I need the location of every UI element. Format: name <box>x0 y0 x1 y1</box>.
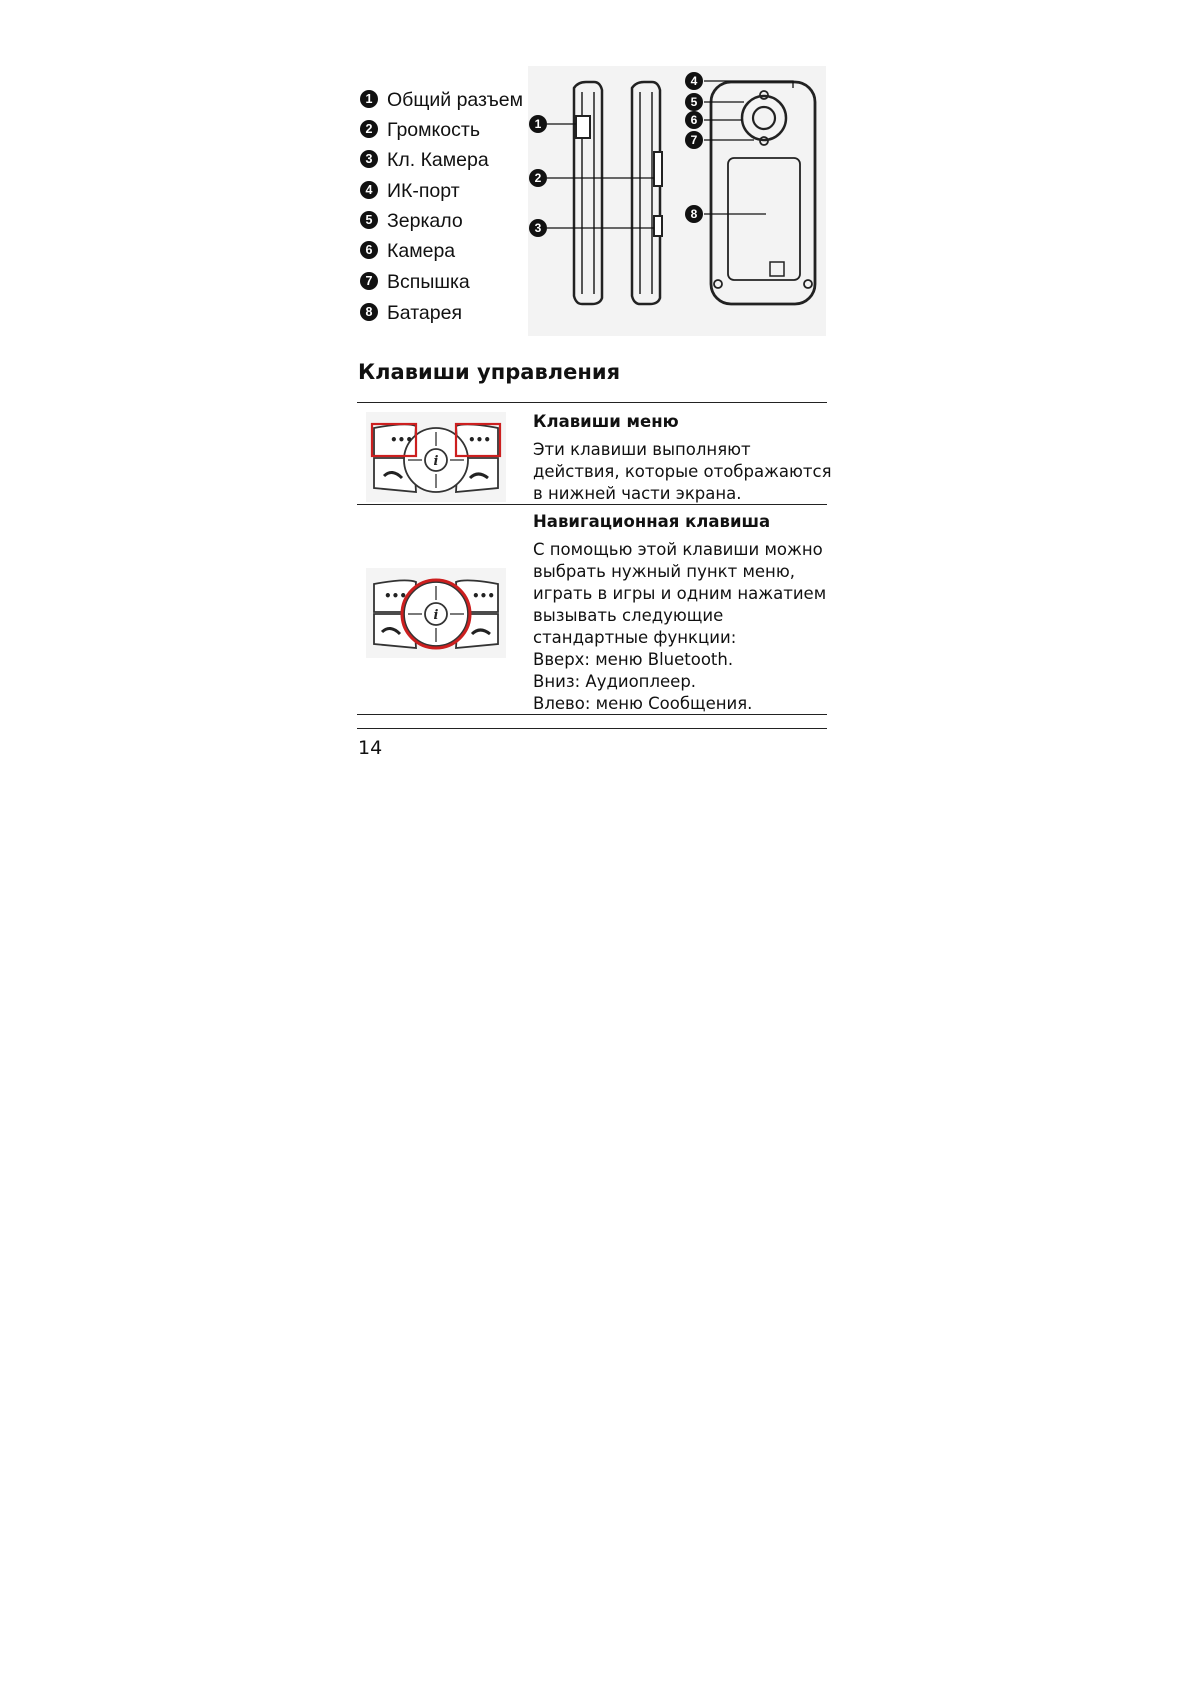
legend-item-flash <box>360 270 470 294</box>
menu-keys-illustration <box>366 412 506 502</box>
description-line: Влево: меню Сообщения. <box>533 694 753 713</box>
svg-text:5: 5 <box>690 95 698 109</box>
navigation-key-description <box>533 539 826 715</box>
description-line: Вниз: Аудиоплеер. <box>533 672 697 691</box>
page-number: 14 <box>358 737 383 759</box>
menu-keys-title: Клавиши меню <box>533 412 679 431</box>
number-badge: 4 <box>360 181 378 199</box>
table-top-rule <box>357 402 827 403</box>
description-line: Вверх: меню Bluetooth. <box>533 650 734 669</box>
legend-item-camera <box>360 239 455 263</box>
legend-label: Зеркало <box>387 210 463 232</box>
legend-label: ИК-порт <box>387 180 460 202</box>
svg-text:8: 8 <box>690 207 698 221</box>
legend-label: Батарея <box>387 302 463 324</box>
svg-text:4: 4 <box>690 74 698 88</box>
description-line: стандартные функции: <box>533 628 737 647</box>
svg-text:•••: ••• <box>468 433 492 447</box>
section-title: Клавиши управления <box>358 360 621 384</box>
description-line: Эти клавиши выполняют <box>533 440 751 459</box>
svg-text:1: 1 <box>534 117 542 131</box>
svg-text:3: 3 <box>534 221 542 235</box>
description-line: действия, которые отображаются <box>533 462 832 481</box>
svg-text:i: i <box>433 454 439 469</box>
svg-text:2: 2 <box>534 171 542 185</box>
legend-label: Кл. Камера <box>387 149 489 171</box>
legend-label: Камера <box>387 240 456 262</box>
svg-text:6: 6 <box>690 113 698 127</box>
description-line: в нижней части экрана. <box>533 484 742 503</box>
number-badge: 2 <box>360 120 378 138</box>
legend-item-camera-key <box>360 148 489 172</box>
svg-text:i: i <box>433 608 439 623</box>
legend-item-battery <box>360 301 462 325</box>
number-badge: 7 <box>360 272 378 290</box>
number-badge: 6 <box>360 241 378 259</box>
svg-text:•••: ••• <box>390 433 414 447</box>
legend-label: Громкость <box>387 119 480 141</box>
table-bottom-rule <box>357 714 827 715</box>
number-badge: 3 <box>360 150 378 168</box>
number-badge: 1 <box>360 90 378 108</box>
svg-text:•••: ••• <box>472 589 496 603</box>
description-line: выбрать нужный пункт меню, <box>533 562 795 581</box>
legend-item-volume <box>360 118 480 142</box>
phone-diagram <box>528 66 826 336</box>
legend-label: Общий разъем <box>387 89 524 111</box>
phone-drawing <box>528 66 826 336</box>
svg-text:•••: ••• <box>384 589 408 603</box>
description-line: С помощью этой клавиши можно <box>533 540 823 559</box>
description-line: вызывать следующие <box>533 606 724 625</box>
number-badge: 8 <box>360 303 378 321</box>
phone-side-view-right <box>632 82 660 304</box>
description-line: играть в игры и одним нажатием <box>533 584 827 603</box>
camera-lens <box>742 96 786 140</box>
legend-item-mirror <box>360 209 463 233</box>
menu-keys-description <box>533 439 832 505</box>
footer-rule <box>357 728 827 729</box>
legend-item-ir-port <box>360 179 460 203</box>
number-badge: 5 <box>360 211 378 229</box>
table-row-divider <box>357 504 827 505</box>
navigation-key-title: Навигационная клавиша <box>533 512 771 531</box>
legend-item-general-connector <box>360 88 523 112</box>
navigation-key-illustration <box>366 568 506 658</box>
svg-text:7: 7 <box>690 133 698 147</box>
legend-label: Вспышка <box>387 271 470 293</box>
